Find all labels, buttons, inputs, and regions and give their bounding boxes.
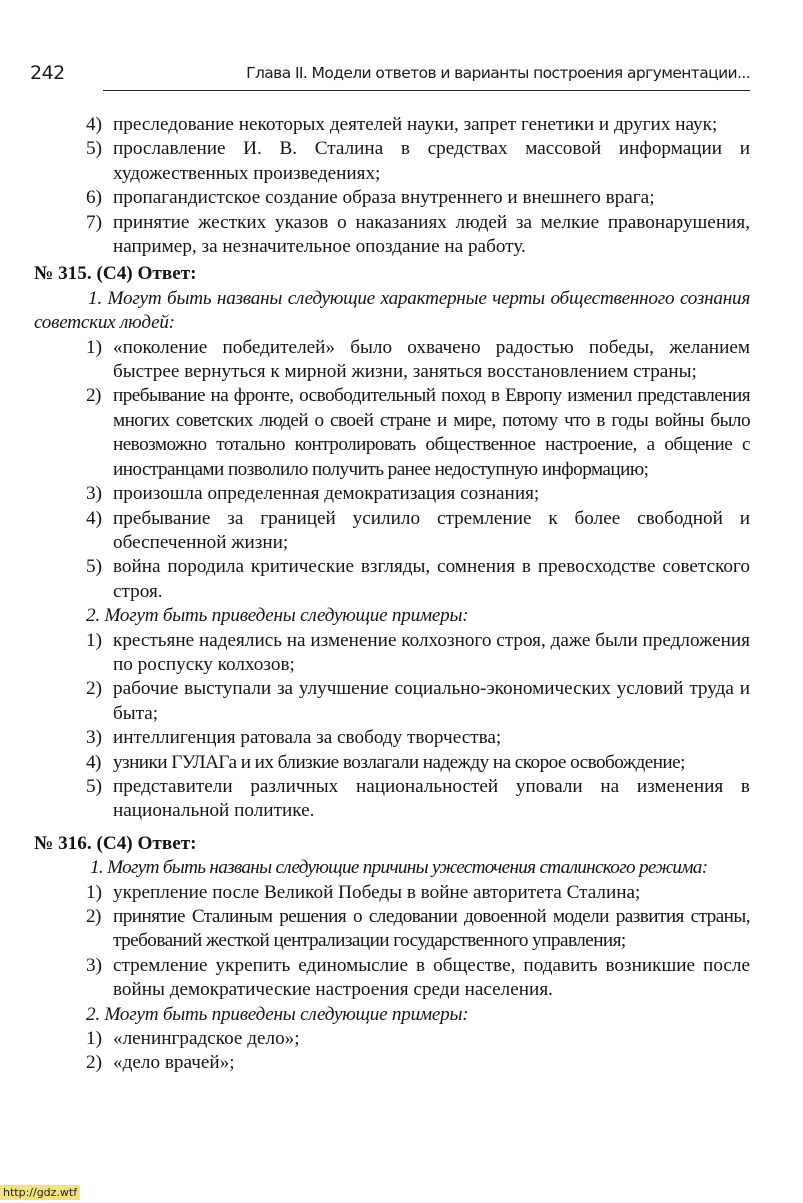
task-315-part1-intro: 1. Могут быть названы следующие характерные черты общественного сознания советских людей: bbox=[34, 287, 750, 334]
list-item bbox=[34, 751, 750, 775]
item-text: стремление укрепить единомыслие в обществе, подавить возникшие после войны демократические настроения среди населения. bbox=[113, 954, 750, 1001]
item-number: 3) bbox=[86, 727, 102, 749]
page-content bbox=[34, 113, 750, 1076]
running-title: Глава II. Модели ответов и варианты построения аргументации... bbox=[246, 64, 750, 82]
item-text: рабочие выступали за улучшение социально-экономических условий труда и быта; bbox=[113, 678, 750, 724]
item-text: пропагандистское создание образа внутреннего и внешнего врага; bbox=[113, 187, 655, 209]
item-number: 1) bbox=[86, 1028, 102, 1050]
list-item bbox=[34, 507, 750, 556]
item-number: 6) bbox=[86, 187, 102, 209]
item-text: принятие жестких указов о наказаниях людей за мелкие правонарушения, например, за незначительное опоздание на работу. bbox=[113, 211, 750, 258]
item-text: произошла определенная демократизация сознания; bbox=[113, 483, 540, 505]
list-item bbox=[34, 186, 750, 210]
top-list bbox=[34, 113, 750, 259]
item-text: интеллигенция ратовала за свободу творчества; bbox=[113, 727, 502, 749]
item-text: представители различных национальностей уповали на изменения в национальной политике. bbox=[113, 775, 750, 822]
task-316-heading: № 316. (С4) Ответ: bbox=[34, 832, 197, 854]
list-item bbox=[34, 726, 750, 750]
item-number: 2) bbox=[86, 385, 101, 407]
watermark-link[interactable]: http://gdz.wtf bbox=[0, 1185, 80, 1200]
task-316 bbox=[34, 832, 750, 1076]
item-number: 4) bbox=[86, 114, 102, 135]
item-number: 1) bbox=[86, 881, 102, 903]
item-text: преследование некоторых деятелей науки, запрет генетики и других наук; bbox=[113, 114, 718, 135]
list-item bbox=[34, 677, 750, 726]
task-315-heading: № 315. (С4) Ответ: bbox=[34, 263, 197, 285]
item-number: 3) bbox=[86, 483, 102, 505]
item-number: 3) bbox=[86, 954, 102, 976]
task-315-part2-intro: 2. Могут быть приведены следующие примеры: bbox=[86, 605, 469, 627]
item-number: 1) bbox=[86, 336, 102, 358]
list-item bbox=[34, 881, 750, 905]
item-text: «ленинградское дело»; bbox=[113, 1028, 300, 1050]
list-item bbox=[34, 775, 750, 824]
list-item bbox=[34, 384, 750, 482]
item-number: 2) bbox=[86, 906, 101, 927]
list-item bbox=[34, 1051, 750, 1075]
task-316-part2-intro: 2. Могут быть приведены следующие примеры: bbox=[86, 1003, 469, 1025]
header-rule bbox=[103, 90, 750, 91]
list-item bbox=[34, 211, 750, 260]
list-item bbox=[34, 482, 750, 506]
item-text: пребывание за границей усилило стремление к более свободной и обеспеченной жизни; bbox=[113, 507, 750, 553]
page-header bbox=[30, 62, 750, 92]
item-text: крестьяне надеялись на изменение колхозного строя, даже были предложения по роспуску колхозов; bbox=[113, 629, 750, 675]
task-316-part1-intro: 1. Могут быть названы следующие причины ужесточения сталинского режима: bbox=[90, 857, 708, 879]
item-text: принятие Сталиным решения о следовании довоенной модели развития страны, требований жесткой централизации государственного управления; bbox=[113, 906, 750, 952]
list-item bbox=[34, 113, 750, 137]
item-number: 4) bbox=[86, 507, 102, 529]
item-number: 2) bbox=[86, 678, 102, 700]
item-text: «поколение победителей» было охвачено радостью победы, желанием быстрее вернуться к мирной жизни, заняться восстановлением страны; bbox=[113, 336, 750, 383]
item-number: 4) bbox=[86, 751, 101, 773]
list-item bbox=[34, 555, 750, 604]
item-number: 2) bbox=[86, 1052, 102, 1074]
list-item bbox=[34, 336, 750, 385]
item-number: 7) bbox=[86, 211, 102, 233]
item-text: узники ГУЛАГа и их близкие возлагали надежду на скорое освобождение; bbox=[113, 751, 685, 773]
item-text: укрепление после Великой Победы в войне авторитета Сталина; bbox=[113, 881, 641, 903]
list-item bbox=[34, 137, 750, 186]
item-number: 1) bbox=[86, 629, 102, 651]
page-number: 242 bbox=[30, 62, 65, 84]
list-item bbox=[34, 954, 750, 1003]
list-item bbox=[34, 1027, 750, 1051]
item-text: пребывание на фронте, освободительный поход в Европу изменил представления многих советских людей о своей стране и мире, потому что в годы войны было невозможно тотально контролировать общественное настроение, а общение с иностранцами позволило получить ранее недоступную информацию; bbox=[113, 385, 750, 480]
task-315 bbox=[34, 262, 750, 823]
item-number: 5) bbox=[86, 775, 102, 797]
item-text: «дело врачей»; bbox=[113, 1052, 235, 1074]
item-number: 5) bbox=[86, 556, 102, 578]
list-item bbox=[34, 629, 750, 678]
item-text: война породила критические взгляды, сомнения в превосходстве советского строя. bbox=[113, 556, 750, 602]
item-text: прославление И. В. Сталина в средствах массовой информации и художественных произведениях; bbox=[113, 138, 750, 184]
item-number: 5) bbox=[86, 138, 102, 160]
list-item bbox=[34, 905, 750, 954]
